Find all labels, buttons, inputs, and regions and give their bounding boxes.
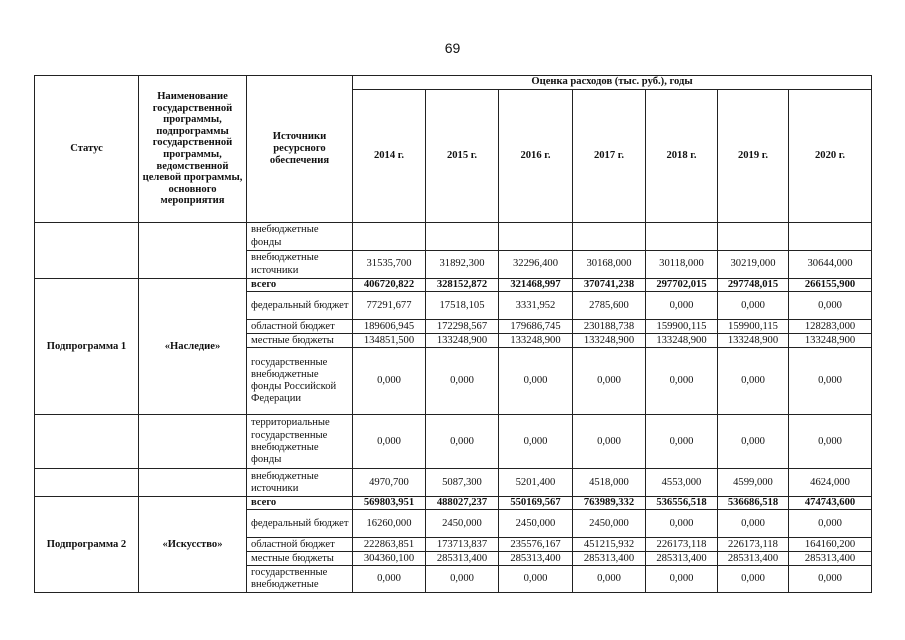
value-cell: 172298,567 (426, 320, 499, 334)
value-cell: 4970,700 (353, 469, 426, 497)
program-name-header: Наименование государственной программы, подпрограммы государственной программы, ведомственной целевой программы, основного мероприятия (139, 76, 247, 223)
year-header: 2018 г. (646, 90, 718, 223)
source-cell: областной бюджет (247, 320, 353, 334)
source-cell: всего (247, 279, 353, 292)
value-cell: 0,000 (718, 348, 789, 415)
value-cell: 0,000 (646, 292, 718, 320)
value-cell: 297702,015 (646, 279, 718, 292)
value-cell: 134851,500 (353, 334, 426, 348)
budget-table (34, 75, 872, 593)
value-cell: 285313,400 (718, 552, 789, 566)
value-cell: 285313,400 (646, 552, 718, 566)
value-cell: 4624,000 (789, 469, 872, 497)
value-cell: 0,000 (789, 510, 872, 538)
source-cell: федеральный бюджет (247, 292, 353, 320)
value-cell: 370741,238 (573, 279, 646, 292)
year-header: 2015 г. (426, 90, 499, 223)
value-cell: 32296,400 (499, 251, 573, 279)
value-cell: 222863,851 (353, 538, 426, 552)
value-cell: 2450,000 (499, 510, 573, 538)
value-cell: 763989,332 (573, 497, 646, 510)
table-row (35, 469, 872, 497)
value-cell (789, 223, 872, 251)
value-cell: 328152,872 (426, 279, 499, 292)
source-cell: государственные внебюджетные (247, 566, 353, 593)
value-cell (499, 223, 573, 251)
value-cell: 0,000 (789, 566, 872, 593)
status-cell (35, 223, 139, 279)
source-cell: местные бюджеты (247, 552, 353, 566)
value-cell: 0,000 (646, 348, 718, 415)
value-cell: 31535,700 (353, 251, 426, 279)
value-cell: 30644,000 (789, 251, 872, 279)
source-cell: местные бюджеты (247, 334, 353, 348)
header-row (35, 76, 872, 90)
value-cell: 0,000 (718, 566, 789, 593)
value-cell: 0,000 (718, 510, 789, 538)
table-row (35, 415, 872, 469)
status-cell: Подпрограмма 2 (35, 497, 139, 593)
value-cell: 0,000 (353, 415, 426, 469)
table-body (35, 76, 872, 593)
value-cell (646, 223, 718, 251)
status-cell (35, 469, 139, 497)
value-cell: 321468,997 (499, 279, 573, 292)
value-cell: 0,000 (573, 348, 646, 415)
value-cell: 285313,400 (499, 552, 573, 566)
value-cell: 266155,900 (789, 279, 872, 292)
year-header: 2017 г. (573, 90, 646, 223)
value-cell: 4553,000 (646, 469, 718, 497)
value-cell: 133248,900 (426, 334, 499, 348)
value-cell: 179686,745 (499, 320, 573, 334)
sources-header: Источники ресурсного обеспечения (247, 76, 353, 223)
value-cell: 474743,600 (789, 497, 872, 510)
value-cell: 230188,738 (573, 320, 646, 334)
value-cell: 0,000 (426, 415, 499, 469)
value-cell: 406720,822 (353, 279, 426, 292)
status-cell: Подпрограмма 1 (35, 279, 139, 415)
value-cell: 0,000 (499, 415, 573, 469)
year-header: 2020 г. (789, 90, 872, 223)
value-cell: 0,000 (646, 415, 718, 469)
year-header: 2014 г. (353, 90, 426, 223)
value-cell: 285313,400 (573, 552, 646, 566)
value-cell: 31892,300 (426, 251, 499, 279)
value-cell: 285313,400 (426, 552, 499, 566)
value-cell: 451215,932 (573, 538, 646, 552)
value-cell: 30118,000 (646, 251, 718, 279)
value-cell: 0,000 (353, 566, 426, 593)
value-cell (573, 223, 646, 251)
source-cell: государственные внебюджетные фонды Российской Федерации (247, 348, 353, 415)
value-cell: 30219,000 (718, 251, 789, 279)
value-cell: 164160,200 (789, 538, 872, 552)
source-cell: внебюджетные источники (247, 251, 353, 279)
value-cell: 0,000 (646, 510, 718, 538)
value-cell: 159900,115 (718, 320, 789, 334)
value-cell: 226173,118 (718, 538, 789, 552)
value-cell: 2450,000 (573, 510, 646, 538)
source-cell: внебюджетные источники (247, 469, 353, 497)
value-cell: 17518,105 (426, 292, 499, 320)
value-cell: 4518,000 (573, 469, 646, 497)
value-cell: 0,000 (573, 566, 646, 593)
value-cell: 0,000 (573, 415, 646, 469)
program-name-cell (139, 469, 247, 497)
program-name-cell: «Искусство» (139, 497, 247, 593)
value-cell: 0,000 (718, 415, 789, 469)
value-cell: 77291,677 (353, 292, 426, 320)
program-name-cell: «Наследие» (139, 279, 247, 415)
value-cell: 133248,900 (573, 334, 646, 348)
value-cell: 0,000 (499, 348, 573, 415)
value-cell: 2450,000 (426, 510, 499, 538)
value-cell: 569803,951 (353, 497, 426, 510)
status-header: Статус (35, 76, 139, 223)
value-cell: 536556,518 (646, 497, 718, 510)
value-cell: 226173,118 (646, 538, 718, 552)
value-cell: 0,000 (789, 292, 872, 320)
value-cell: 0,000 (789, 415, 872, 469)
source-cell: областной бюджет (247, 538, 353, 552)
value-cell: 550169,567 (499, 497, 573, 510)
value-cell: 536686,518 (718, 497, 789, 510)
value-cell: 297748,015 (718, 279, 789, 292)
table-row (35, 223, 872, 251)
value-cell: 0,000 (718, 292, 789, 320)
value-cell: 285313,400 (789, 552, 872, 566)
source-cell: всего (247, 497, 353, 510)
value-cell: 4599,000 (718, 469, 789, 497)
value-cell: 0,000 (646, 566, 718, 593)
value-cell: 0,000 (789, 348, 872, 415)
value-cell: 0,000 (499, 566, 573, 593)
program-name-cell (139, 223, 247, 279)
value-cell: 0,000 (426, 348, 499, 415)
value-cell: 30168,000 (573, 251, 646, 279)
status-cell (35, 415, 139, 469)
value-cell: 5201,400 (499, 469, 573, 497)
value-cell: 2785,600 (573, 292, 646, 320)
value-cell: 159900,115 (646, 320, 718, 334)
value-cell: 189606,945 (353, 320, 426, 334)
value-cell (718, 223, 789, 251)
table-row (35, 279, 872, 292)
value-cell: 173713,837 (426, 538, 499, 552)
year-header: 2019 г. (718, 90, 789, 223)
value-cell: 133248,900 (789, 334, 872, 348)
value-cell (426, 223, 499, 251)
page-number: 69 (444, 40, 461, 56)
year-header: 2016 г. (499, 90, 573, 223)
source-cell: внебюджетные фонды (247, 223, 353, 251)
value-cell: 0,000 (353, 348, 426, 415)
estimate-header: Оценка расходов (тыс. руб.), годы (353, 76, 872, 90)
value-cell: 0,000 (426, 566, 499, 593)
value-cell: 133248,900 (499, 334, 573, 348)
value-cell: 133248,900 (718, 334, 789, 348)
value-cell: 5087,300 (426, 469, 499, 497)
value-cell: 304360,100 (353, 552, 426, 566)
value-cell: 133248,900 (646, 334, 718, 348)
value-cell: 235576,167 (499, 538, 573, 552)
value-cell: 3331,952 (499, 292, 573, 320)
program-name-cell (139, 415, 247, 469)
value-cell: 488027,237 (426, 497, 499, 510)
value-cell: 16260,000 (353, 510, 426, 538)
source-cell: территориальные государственные внебюджетные фонды (247, 415, 353, 469)
value-cell (353, 223, 426, 251)
source-cell: федеральный бюджет (247, 510, 353, 538)
value-cell: 128283,000 (789, 320, 872, 334)
table-row (35, 497, 872, 510)
